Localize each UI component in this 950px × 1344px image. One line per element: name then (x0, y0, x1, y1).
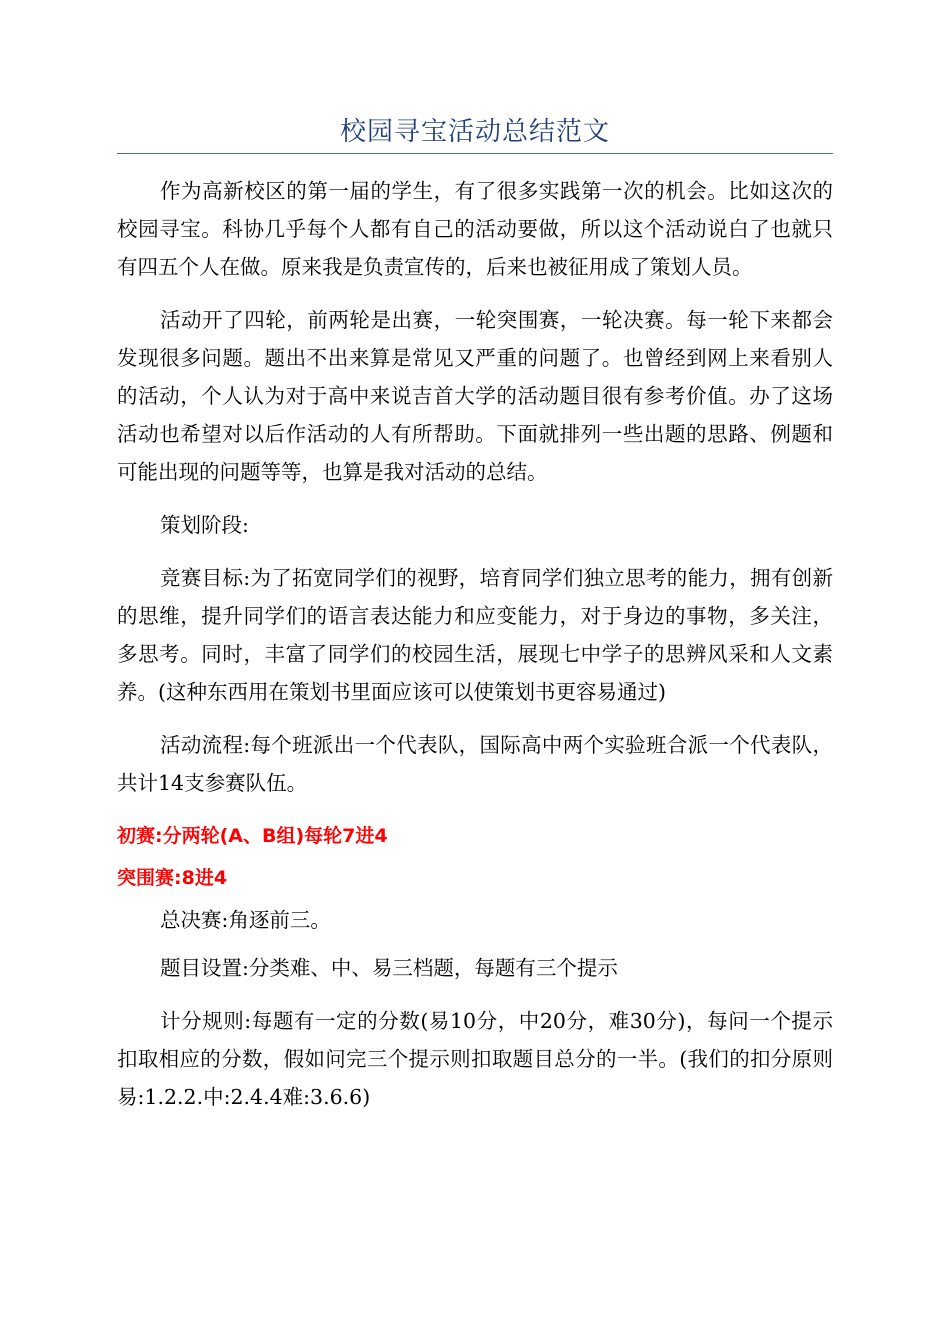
red-line-breakout: 突围赛:8进4 (117, 867, 228, 889)
paragraph-competition-goal: 竞赛目标:为了拓宽同学们的视野，培育同学们独立思考的能力，拥有创新的思维，提升同学们的语言表达能力和应变能力，对于身边的事物，多关注，多思考。同时，丰富了同学们的校园生活，展现七中学子的思辨风采和人文素养。(这种东西用在策划书里面应该可以使策划书更容易通过) (117, 566, 833, 704)
paragraph-intro: 作为高新校区的第一届的学生，有了很多实践第一次的机会。比如这次的校园寻宝。科协几乎每个人都有自己的活动要做，所以这个活动说白了也就只有四五个人在做。原来我是负责宣传的，后来也被征用成了策划人员。 (117, 179, 833, 279)
title-divider (117, 153, 833, 154)
paragraph-final: 总决赛:角逐前三。 (160, 908, 331, 932)
paragraph-planning-stage: 策划阶段: (160, 513, 249, 537)
document-body (117, 172, 833, 1131)
paragraph-question-setup: 题目设置:分类难、中、易三档题，每题有三个提示 (160, 956, 618, 980)
paragraph-activity-flow: 活动流程:每个班派出一个代表队，国际高中两个实验班合派一个代表队，共计14支参赛队伍。 (117, 733, 833, 795)
red-line-preliminary: 初赛:分两轮(A、B组)每轮7进4 (117, 825, 388, 847)
document-title: 校园寻宝活动总结范文 (339, 117, 610, 147)
paragraph-rounds: 活动开了四轮，前两轮是出赛，一轮突围赛，一轮决赛。每一轮下来都会发现很多问题。题出不出来算是常见又严重的问题了。也曾经到网上来看别人的活动，个人认为对于高中来说吉首大学的活动题目很有参考价值。办了这场活动也希望对以后作活动的人有所帮助。下面就排列一些出题的思路、例题和可能出现的问题等等，也算是我对活动的总结。 (117, 308, 833, 484)
document-page (117, 0, 833, 1344)
paragraph-scoring-rules: 计分规则:每题有一定的分数(易10分，中20分，难30分)，每问一个提示扣取相应的分数，假如问完三个提示则扣取题目总分的一半。(我们的扣分原则易:1.2.2.中:2.4.4难:3.6.6) (117, 1009, 833, 1109)
